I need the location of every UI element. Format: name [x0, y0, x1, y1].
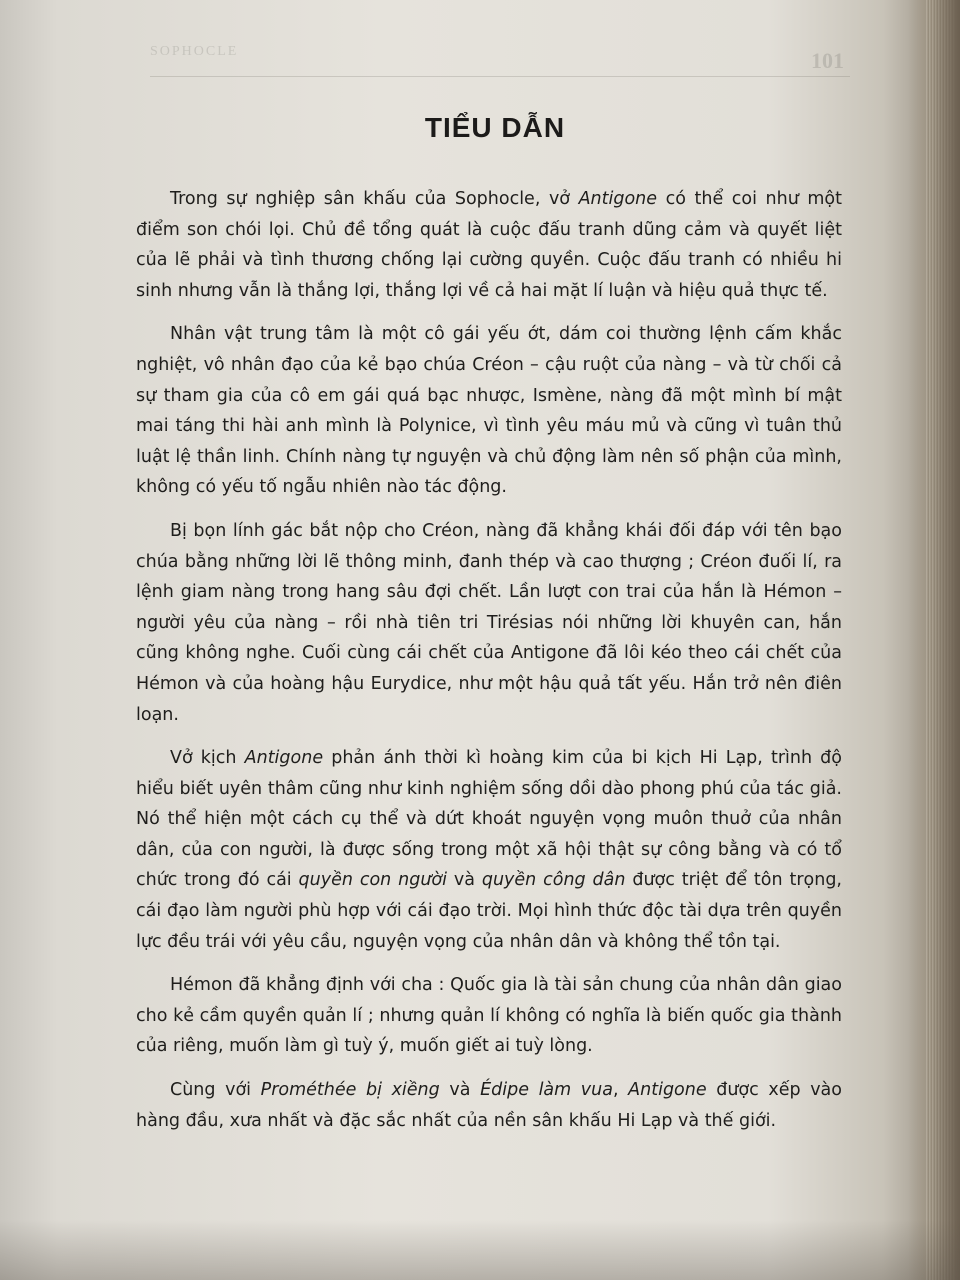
italic-text: Antigone — [628, 1080, 707, 1101]
paragraph-3 — [136, 516, 842, 730]
italic-text: Antigone — [244, 748, 324, 769]
italic-text: quyền con người — [298, 870, 447, 891]
text-run: phản ánh thời kì hoàng kim của bi kịch Hi Lạp, trình độ hiểu biết uyên thâm cũng như kinh nghiệm sống dồi dào phong phú của tác giả. Nó thể hiện một cách cụ thể và dứt khoát nguyện vọng muôn thuở của nhân dân, của con người, là được sống trong một xã hội thật sự công bằng và có tổ chức trong đó cái — [136, 748, 842, 891]
italic-text: Édipe làm vua — [480, 1080, 613, 1101]
paragraph-1 — [136, 184, 842, 306]
text-run: Hémon đã khẳng định với cha : Quốc gia là tài sản chung của nhân dân giao cho kẻ cầm quyền quản lí ; nhưng quản lí không có nghĩa là biến quốc gia thành của riêng, muốn làm gì tuỳ ý, muốn giết ai tuỳ lòng. — [136, 975, 842, 1057]
text-run: Bị bọn lính gác bắt nộp cho Créon, nàng đã khẳng khái đối đáp với tên bạo chúa bằng những lời lẽ thông minh, đanh thép và cao thượng ; Créon đuối lí, ra lệnh giam nàng trong hang sâu đợi chết. Lần lượt con trai của hắn là Hémon – người yêu của nàng – rồi nhà tiên tri Tirésias nói những lời khuyên can, hắn cũng không nghe. Cuối cùng cái chết của Antigone đã lôi kéo theo cái chết của Hémon và của hoàng hậu Eurydice, như một hậu quả tất yếu. Hắn trở nên điên loạn. — [136, 520, 842, 725]
italic-text: quyền công dân — [481, 870, 626, 891]
paragraph-5 — [136, 970, 842, 1062]
bottom-shadow — [0, 1220, 960, 1280]
text-run: Nhân vật trung tâm là một cô gái yếu ớt, dám coi thường lệnh cấm khắc nghiệt, vô nhân đạo của kẻ bạo chúa Créon – cậu ruột của nàng – và từ chối cả sự tham gia của cô em gái quá bạc nhược, Ismène, nàng đã một mình bí mật mai táng thi hài anh mình là Polynice, vì tình yêu máu mủ và cũng vì tuân thủ luật lệ thần linh. Chính nàng tự nguyện và chủ động làm nên số phận của mình, không có yếu tố ngẫu nhiên nào tác động. — [136, 324, 842, 498]
italic-text: Antigone — [578, 189, 658, 209]
paragraph-2 — [136, 319, 842, 503]
text-run: và — [439, 1080, 481, 1101]
italic-text: Prométhée bị xiềng — [260, 1080, 440, 1101]
text-run: Trong sự nghiệp sân khấu của Sophocle, vở — [170, 189, 579, 209]
text-run: , — [612, 1080, 629, 1101]
text-run: Vở kịch — [170, 748, 245, 769]
text-run: có thể coi như một điểm son chói lọi. Chủ đề tổng quát là cuộc đấu tranh dũng cảm và quyết liệt của lẽ phải và tình thương chống lại cường quyền. Cuộc đấu tranh có nhiều hi sinh nhưng vẫn là thắng lợi, thắng lợi về cả hai mặt lí luận và hiệu quả thực tế. — [136, 189, 842, 301]
paragraph-6 — [136, 1075, 842, 1136]
page-gutter-shadow — [908, 0, 960, 1280]
text-run: được triệt để tôn trọng, cái đạo làm người phù hợp với cái đạo trời. Mọi hình thức độc tài dựa trên quyền lực đều trái với yêu cầu, nguyện vọng của nhân dân và không thể tồn tại. — [136, 870, 842, 952]
page-title: TIỂU DẪN — [424, 112, 566, 143]
running-head-bleedthrough — [150, 36, 850, 77]
text-run: Cùng với — [170, 1080, 261, 1101]
page-number: 101 — [811, 48, 844, 73]
paragraph-4 — [136, 743, 842, 957]
body-text — [136, 184, 842, 1149]
running-head-left-text: SOPHOCLE — [150, 44, 239, 59]
text-run: và — [447, 870, 482, 891]
text-run: được xếp vào hàng đầu, xưa nhất và đặc sắc nhất của nền sân khấu Hi Lạp và thế giới. — [136, 1080, 842, 1131]
